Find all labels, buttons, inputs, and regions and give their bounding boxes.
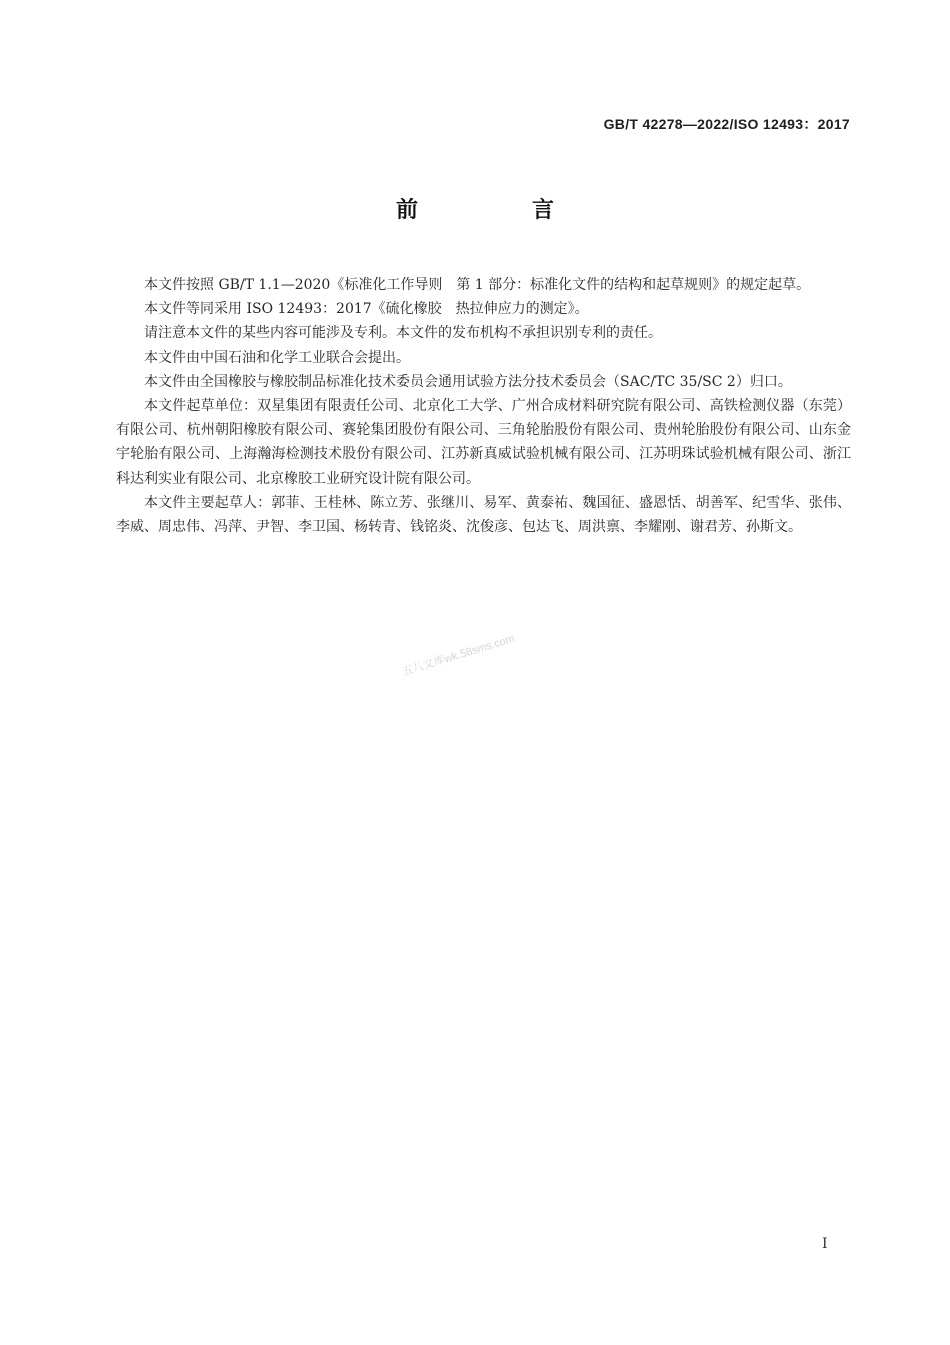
paragraph-drafting-units: 本文件起草单位：双星集团有限责任公司、北京化工大学、广州合成材料研究院有限公司、高铁检测仪器（东莞）有限公司、杭州朝阳橡胶有限公司、赛轮集团股份有限公司、三角轮胎股份有限公司、贵州轮胎股份有限公司、山东金宇轮胎有限公司、上海瀚海检测技术股份有限公司、江苏新真威试验机械有限公司、江苏明珠试验机械有限公司、浙江科达利实业有限公司、北京橡胶工业研究设计院有限公司。 [116,398,851,487]
page-number: I [822,1236,828,1252]
paragraph-patent-notice: 请注意本文件的某些内容可能涉及专利。本文件的发布机构不承担识别专利的责任。 [144,325,662,342]
paragraph-identical-adoption: 本文件等同采用 ISO 12493：2017《硫化橡胶 热拉伸应力的测定》。 [144,301,589,318]
paragraph-drafters: 本文件主要起草人：郭菲、王桂林、陈立芳、张继川、易军、黄泰祐、魏国征、盛恩恬、胡善军、纪雪华、张伟、李威、周忠伟、冯萍、尹智、李卫国、杨转青、钱铭炎、沈俊彦、包达飞、周洪禀、李耀刚、谢君芳、孙斯文。 [116,494,851,536]
standard-code-header: GB/T 42278—2022/ISO 12493：2017 [603,116,850,132]
paragraph-proposer: 本文件由中国石油和化学工业联合会提出。 [144,349,410,366]
paragraph-drafting-rules: 本文件按照 GB/T 1.1—2020《标准化工作导则 第 1 部分：标准化文件的结构和起草规则》的规定起草。 [144,277,811,293]
watermark: 五八文库wk.58sms.com [400,632,517,679]
paragraph-technical-committee: 本文件由全国橡胶与橡胶制品标准化技术委员会通用试验方法分技术委员会（SAC/TC 35/SC 2）归口。 [144,373,792,390]
page-title: 前 言 [395,198,600,223]
foreword-body [116,273,851,539]
